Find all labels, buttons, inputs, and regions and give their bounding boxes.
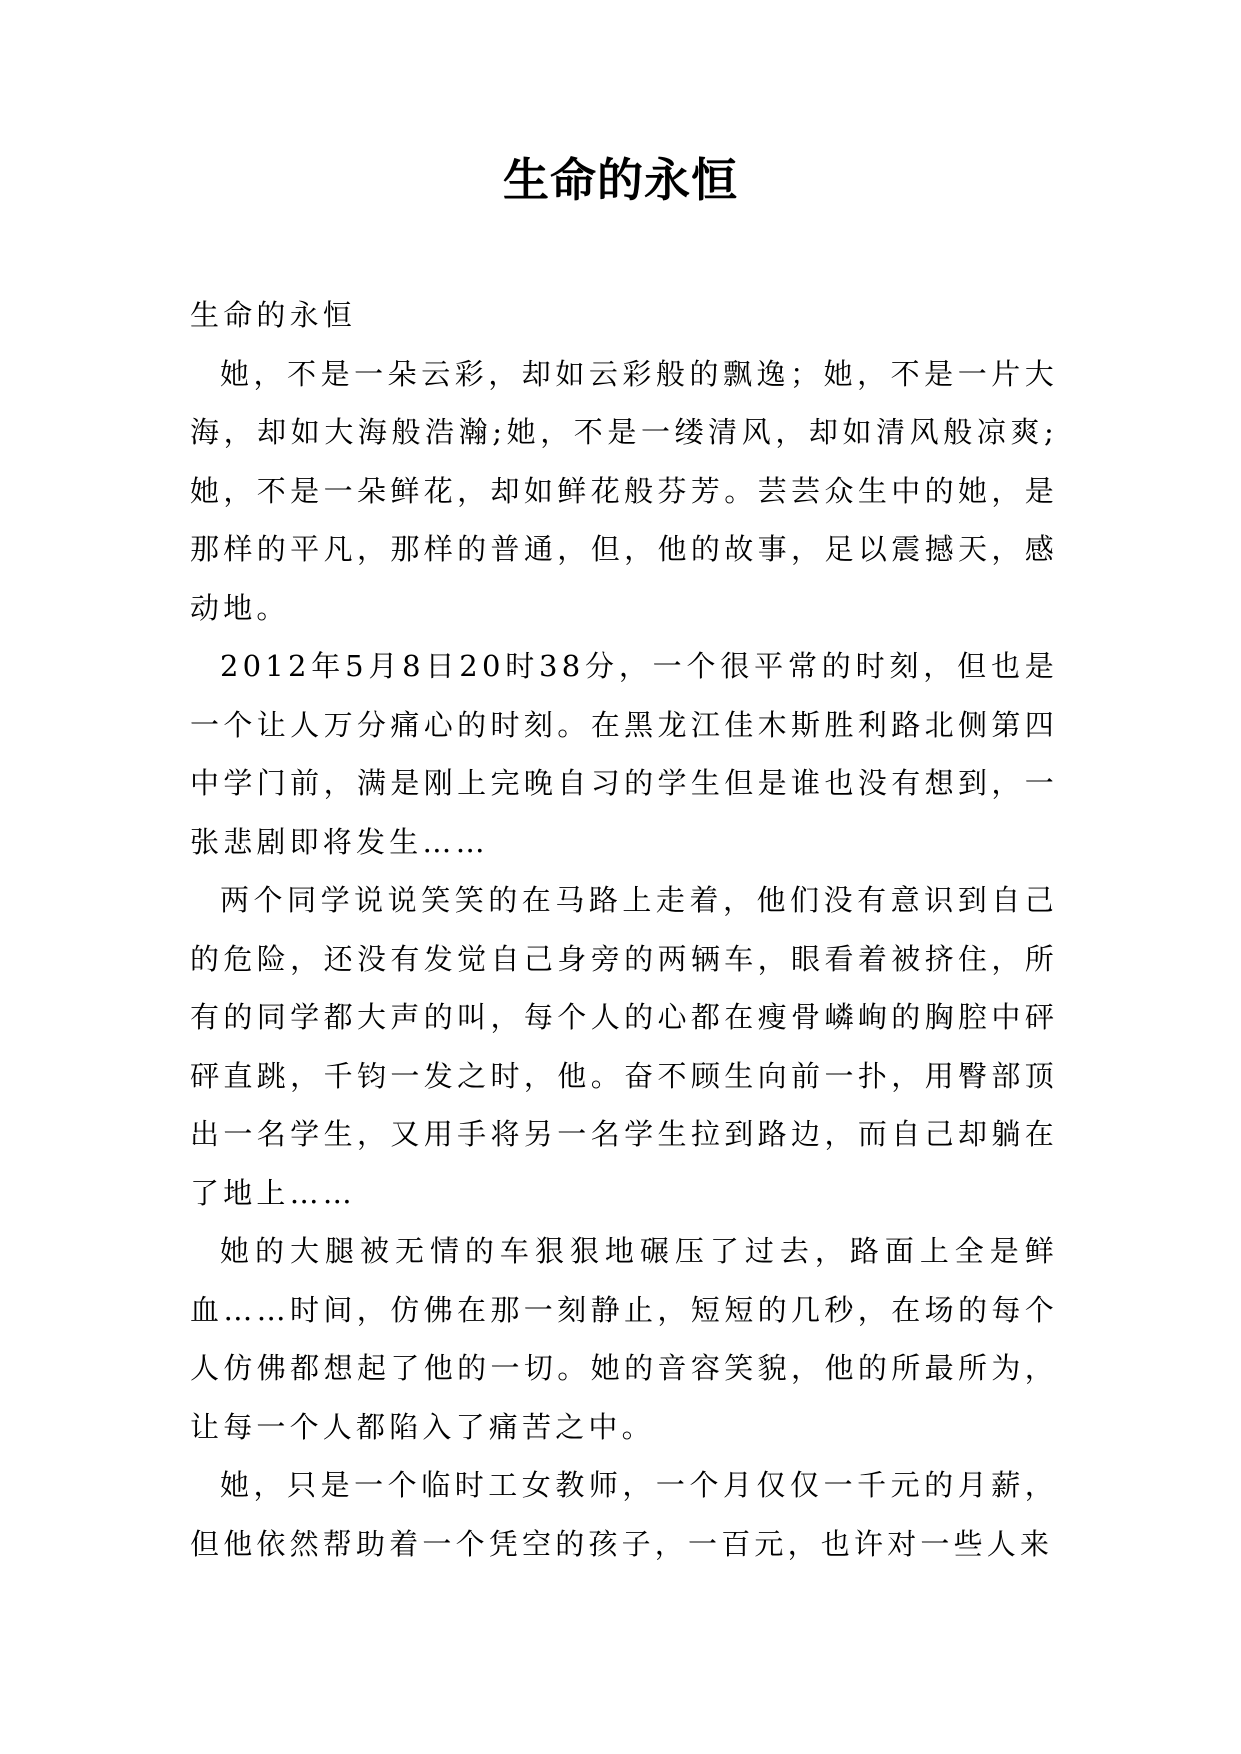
document-title: 生命的永恒 (503, 153, 738, 207)
paragraph-4: 她的大腿被无情的车狠狠地碾压了过去，路面上全是鲜血……时间，仿佛在那一刻静止，短短的几秒，在场的每个人仿佛都想起了他的一切。她的音容笑貌，他的所最所为，让每一个人都陷入了痛苦之中。 (190, 1234, 1058, 1444)
body-subheading: 生命的永恒 (190, 298, 357, 332)
paragraph-1: 她，不是一朵云彩，却如云彩般的飘逸；她，不是一片大海，却如大海般浩瀚;她，不是一缕清风，却如清风般凉爽;她，不是一朵鲜花，却如鲜花般芬芳。芸芸众生中的她，是那样的平凡，那样的普通，但，他的故事，足以震撼天，感动地。 (190, 356, 1058, 625)
paragraph-2: 2012年5月8日20时38分，一个很平常的时刻，但也是一个让人万分痛心的时刻。在黑龙江佳木斯胜利路北侧第四中学门前，满是刚上完晚自习的学生但是谁也没有想到，一张悲剧即将发生…… (190, 649, 1058, 859)
paragraph-5: 她，只是一个临时工女教师，一个月仅仅一千元的月薪，但他依然帮助着一个凭空的孩子，一百元，也许对一些人来 (190, 1468, 1058, 1561)
document-body (190, 286, 1058, 1573)
paragraph-3: 两个同学说说笑笑的在马路上走着，他们没有意识到自己的危险，还没有发觉自己身旁的两辆车，眼看着被挤住，所有的同学都大声的叫，每个人的心都在瘦骨嶙峋的胸腔中砰砰直跳，千钧一发之时，他。奋不顾生向前一扑，用臀部顶出一名学生，又用手将另一名学生拉到路边，而自己却躺在了地上…… (190, 883, 1058, 1210)
